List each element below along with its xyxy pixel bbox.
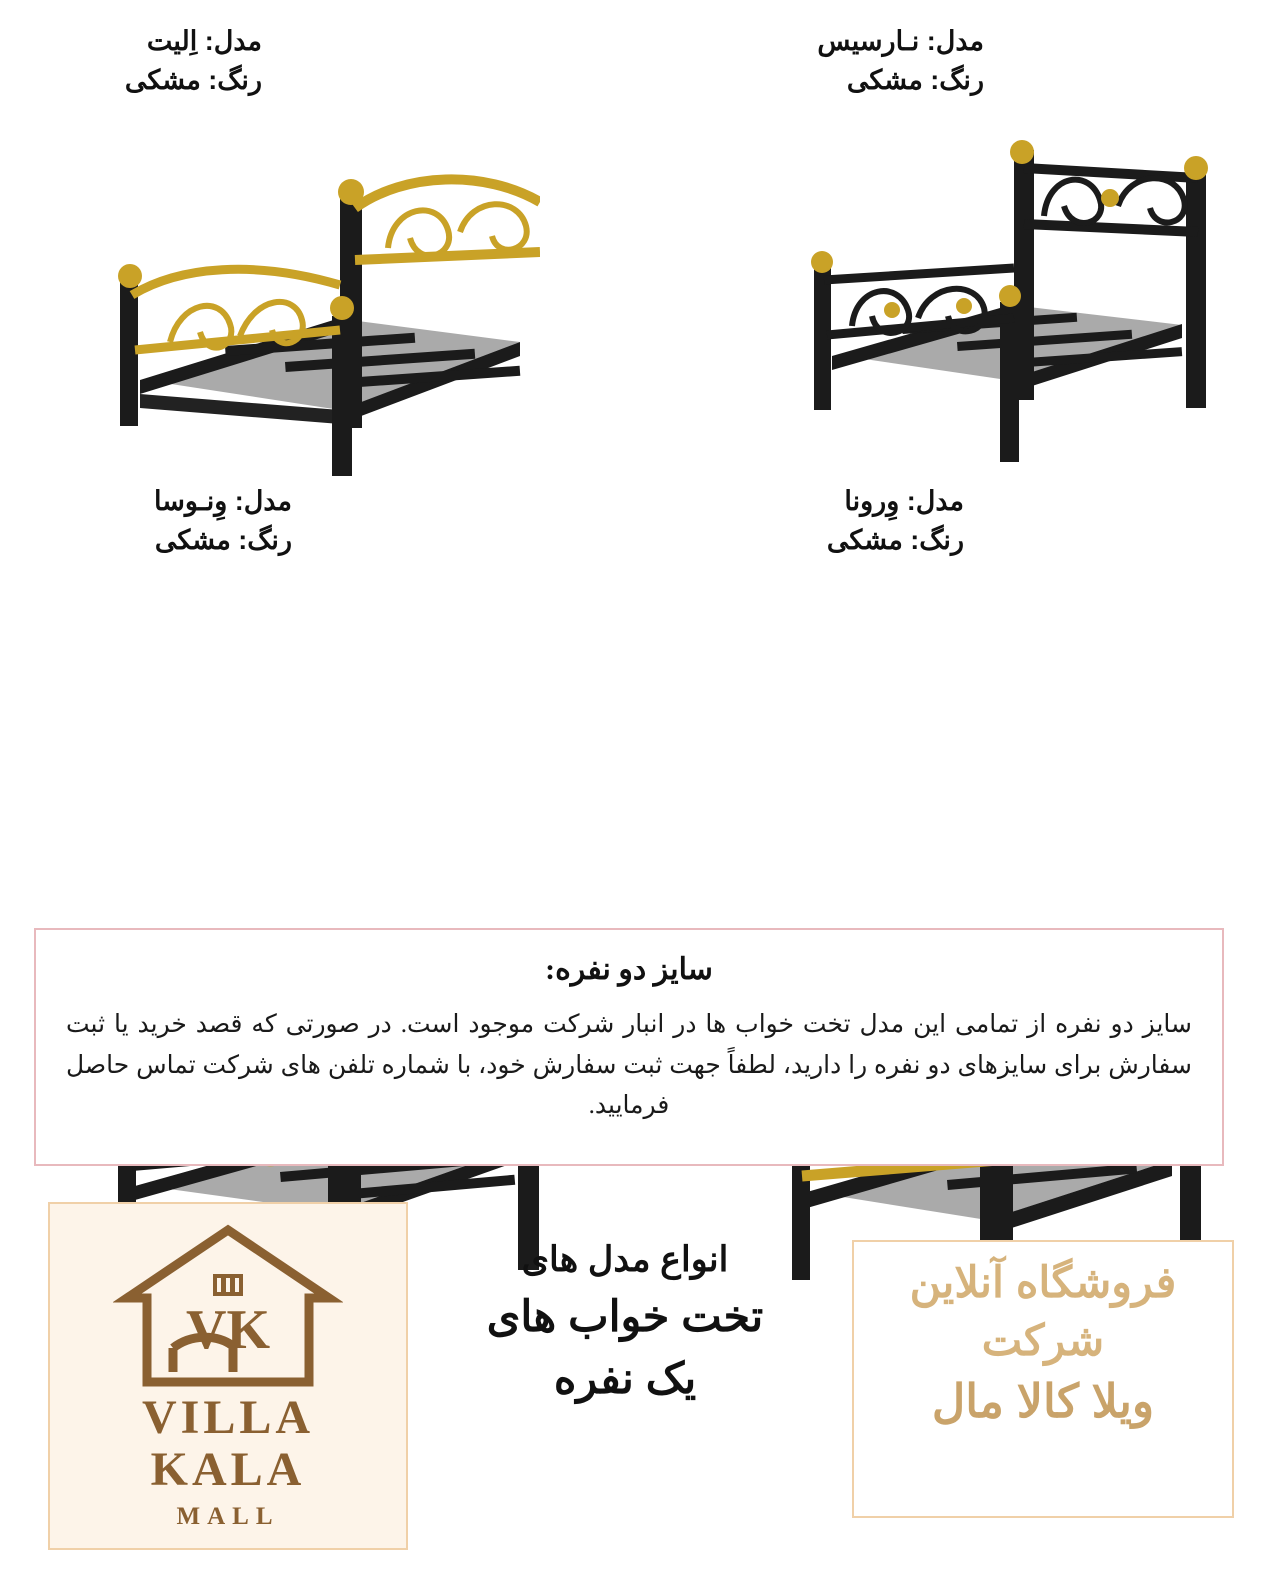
product-color-label: رنگ: مشکی <box>154 525 292 556</box>
footer-headline-line2: تخت خواب های <box>486 1292 764 1341</box>
product-card-elite[interactable] <box>0 0 642 460</box>
logo-line-mall: MALL <box>176 1503 280 1531</box>
product-caption <box>827 482 964 560</box>
house-logo-icon <box>113 1222 343 1392</box>
product-model-label: مدل: نـارسیس <box>817 26 984 56</box>
logo-line-villa: VILLA <box>141 1390 315 1444</box>
product-model-label: مدل: اِلیت <box>146 26 262 56</box>
logo-wordmark <box>142 1392 314 1531</box>
product-card-verona[interactable] <box>642 460 1284 920</box>
bed-illustration-narcissus <box>732 110 1212 475</box>
bed-illustration-elite <box>40 80 540 485</box>
product-card-narcissus[interactable] <box>642 0 1284 460</box>
logo-line-kala: KALA <box>150 1442 306 1496</box>
brand-line-company: شرکت <box>981 1317 1105 1366</box>
brand-line-shop: فروشگاه آنلاین <box>909 1259 1177 1307</box>
notice-body: سایز دو نفره از تمامی این مدل تخت خواب ها در انبار شرکت موجود است. در صورتی که قصد خرید یا ثبت سفارش برای سایزهای دو نفره را دارید، لطفاً جهت ثبت سفارش خود، با شماره تلفن های شرکت تماس حاصل فرمایید. <box>66 1011 1192 1119</box>
footer-headline-line3: یک نفره <box>553 1355 697 1404</box>
footer-headline-line1: انواع مدل های <box>521 1240 729 1279</box>
product-color-label: رنگ: مشکی <box>826 525 964 556</box>
product-card-venosa[interactable] <box>0 460 642 920</box>
notice-title: سایز دو نفره: <box>545 953 713 986</box>
product-caption <box>154 482 292 560</box>
product-caption <box>817 22 984 100</box>
company-logo-box[interactable] <box>48 1202 408 1550</box>
product-model-label: مدل: وِرونا <box>844 486 964 516</box>
product-model-label: مدل: وِنـوسا <box>153 486 292 516</box>
brand-line-name: ویلا کالا مال <box>931 1375 1155 1428</box>
brand-box[interactable] <box>852 1240 1234 1518</box>
size-notice-box <box>34 928 1224 1166</box>
footer-headline <box>430 1235 820 1410</box>
svg-text:VK: VK <box>186 1298 270 1361</box>
product-color-label: رنگ: مشکی <box>124 65 262 96</box>
footer <box>0 1190 1284 1589</box>
product-color-label: رنگ: مشکی <box>846 65 984 96</box>
